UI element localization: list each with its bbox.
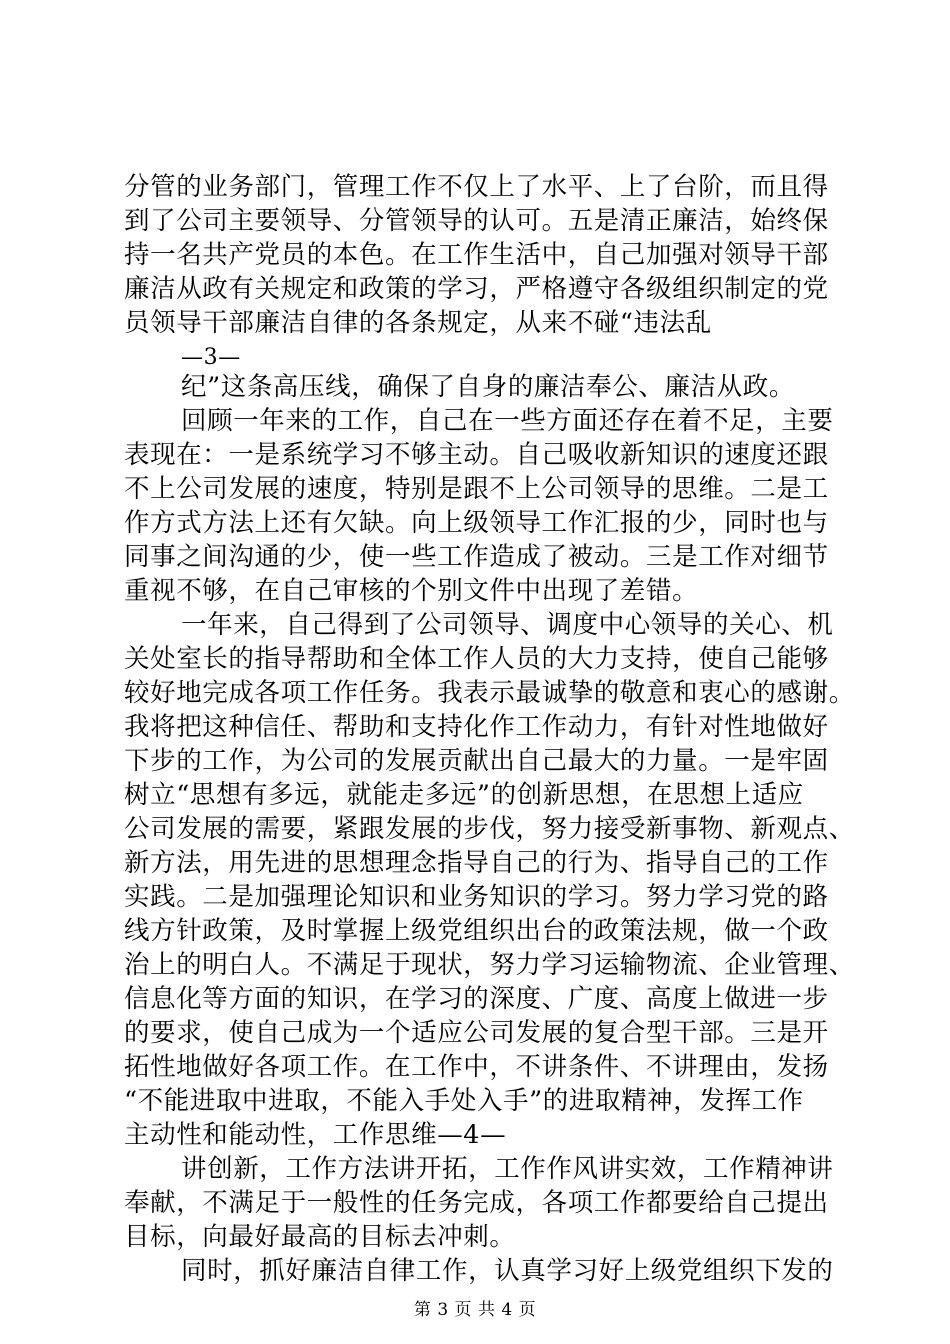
body-text-line: 讲创新，工作方法讲开拓，工作作风讲实效，工作精神讲: [181, 1154, 834, 1184]
page-marker: —3—: [181, 345, 241, 370]
paragraph-start: 同时，抓好廉洁自律工作，认真学习好上级党组织下发的: [181, 1256, 834, 1286]
body-text-line: 信息化等方面的知识，在学习的深度、广度、高度上做进一步: [124, 984, 829, 1014]
body-text-line: 持一名共产党员的本色。在工作生活中，自己加强对领导干部: [124, 240, 829, 270]
paragraph-start: 回顾一年来的工作，自己在一些方面还存在着不足，主要: [181, 406, 834, 436]
body-text-line: 主动性和能动性，工作思维—4—: [124, 1120, 507, 1150]
body-text-line: 的要求，使自己成为一个适应公司发展的复合型干部。三是开: [124, 1018, 829, 1048]
paragraph-start: 一年来，自己得到了公司领导、调度中心领导的关心、机: [181, 610, 834, 640]
body-text-line: 我将把这种信任、帮助和支持化作工作动力，有针对性地做好: [124, 712, 829, 742]
page-footer: 第 3 页 共 4 页: [413, 1300, 537, 1320]
body-text-line: 到了公司主要领导、分管领导的认可。五是清正廉洁，始终保: [124, 206, 829, 236]
body-text-line: 目标，向最好最高的目标去冲刺。: [124, 1222, 516, 1252]
body-text-line: 廉洁从政有关规定和政策的学习，严格遵守各级组织制定的党: [124, 274, 829, 304]
body-text-line: 关处室长的指导帮助和全体工作人员的大力支持，使自己能够: [124, 644, 829, 674]
body-text-line: 公司发展的需要，紧跟发展的步伐，努力接受新事物、新观点、: [124, 814, 855, 844]
body-text-line: 治上的明白人。不满足于现状，努力学习运输物流、企业管理、: [124, 950, 855, 980]
body-text-line: 树立“思想有多远，就能走多远”的创新思想，在思想上适应: [124, 780, 804, 810]
body-text-line: 实践。二是加强理论知识和业务知识的学习。努力学习党的路: [124, 882, 829, 912]
body-text-line: 表现在：一是系统学习不够主动。自己吸收新知识的速度还跟: [124, 440, 829, 470]
body-text-line: 员领导干部廉洁自律的各条规定，从来不碰“违法乱: [124, 308, 712, 338]
body-text-line: 重视不够，在自己审核的个别文件中出现了差错。: [124, 576, 699, 606]
body-text-line: 较好地完成各项工作任务。我表示最诚挚的敬意和衷心的感谢。: [124, 678, 855, 708]
body-text-line: 新方法，用先进的思想理念指导自己的行为、指导自己的工作: [124, 848, 829, 878]
body-text-line: 线方针政策，及时掌握上级党组织出台的政策法规，做一个政: [124, 916, 829, 946]
body-text-line: 奉献，不满足于一般性的任务完成，各项工作都要给自己提出: [124, 1188, 829, 1218]
body-text-line: 作方式方法上还有欠缺。向上级领导工作汇报的少，同时也与: [124, 508, 829, 538]
body-text-line: “不能进取中进取，不能入手处入手”的进取精神，发挥工作: [124, 1086, 804, 1116]
body-text-line: 同事之间沟通的少，使一些工作造成了被动。三是工作对细节: [124, 542, 829, 572]
body-text-line: 纪”这条高压线，确保了自身的廉洁奉公、廉洁从政。: [181, 372, 795, 402]
body-text-line: 拓性地做好各项工作。在工作中，不讲条件、不讲理由，发扬: [124, 1052, 829, 1082]
body-text-line: 不上公司发展的速度，特别是跟不上公司领导的思维。二是工: [124, 474, 829, 504]
body-text-line: 下步的工作，为公司的发展贡献出自己最大的力量。一是牢固: [124, 746, 829, 776]
body-text-line: 分管的业务部门，管理工作不仅上了水平、上了台阶，而且得: [124, 172, 829, 202]
